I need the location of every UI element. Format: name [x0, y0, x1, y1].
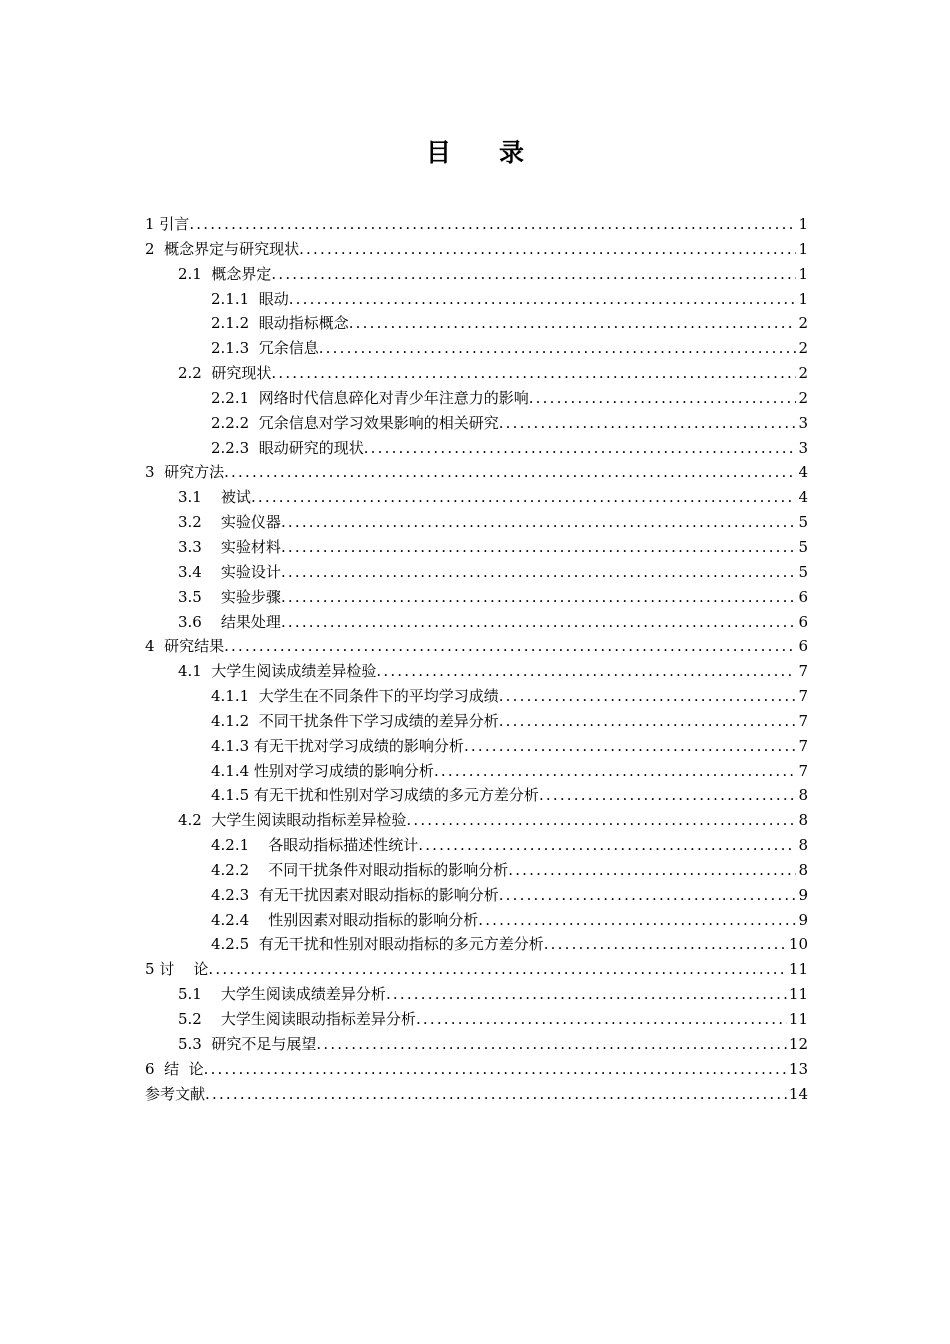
toc-dot-leader: [208, 957, 787, 982]
toc-entry-label: 2.1.1 眼动: [211, 289, 289, 308]
toc-entry-label: 2.2.3 眼动研究的现状: [211, 438, 364, 457]
toc-entry[interactable]: [145, 460, 808, 485]
toc-entry[interactable]: [145, 510, 808, 535]
toc-entry-label: 3.2 实验仪器: [178, 513, 281, 532]
toc-entry[interactable]: [145, 932, 808, 957]
toc-entry[interactable]: [145, 1007, 808, 1032]
toc-page-number: 9: [798, 910, 808, 929]
toc-entry[interactable]: [145, 684, 808, 709]
toc-entry[interactable]: [145, 659, 808, 684]
toc-entry[interactable]: [145, 535, 808, 560]
toc-entry-label: 3.1 被试: [178, 488, 251, 507]
toc-page-number: 2: [798, 388, 808, 407]
toc-dot-leader: [299, 237, 796, 262]
toc-dot-leader: [281, 535, 797, 560]
toc-entry[interactable]: [145, 783, 808, 808]
toc-entry[interactable]: [145, 634, 808, 659]
toc-entry[interactable]: [145, 759, 808, 784]
toc-entry-label: 4.1.2 不同干扰条件下学习成绩的差异分析: [211, 711, 499, 730]
toc-page-number: 2: [798, 339, 808, 358]
toc-entry-label: 5.1 大学生阅读成绩差异分析: [178, 985, 386, 1004]
toc-entry-label: 2.1.2 眼动指标概念: [211, 314, 349, 333]
toc-entry[interactable]: [145, 982, 808, 1007]
toc-entry-label: 4.1.5 有无干扰和性别对学习成绩的多元方差分析: [211, 786, 539, 805]
toc-entry[interactable]: [145, 585, 808, 610]
toc-entry[interactable]: [145, 833, 808, 858]
toc-page-number: 1: [798, 239, 808, 258]
toc-entry-label: 2.1 概念界定: [178, 264, 272, 283]
toc-dot-leader: [189, 212, 796, 237]
toc-entry-label: 5.3 研究不足与展望: [178, 1034, 317, 1053]
toc-page-number: 5: [798, 513, 808, 532]
toc-entry[interactable]: [145, 237, 808, 262]
toc-page-number: 11: [788, 960, 808, 979]
toc-page-number: 13: [788, 1059, 808, 1078]
toc-dot-leader: [281, 585, 797, 610]
toc-page-number: 7: [798, 711, 808, 730]
toc-entry-label: 5.2 大学生阅读眼动指标差异分析: [178, 1010, 416, 1028]
toc-dot-leader: [271, 262, 796, 287]
toc-page-number: 10: [788, 935, 808, 954]
toc-page-number: 1: [798, 264, 808, 283]
toc-entry-label: 3.6 结果处理: [178, 612, 281, 631]
toc-dot-leader: [281, 560, 797, 585]
toc-entry-label: 6 结 论: [145, 1059, 204, 1078]
toc-page-number: 7: [798, 761, 808, 780]
toc-page-number: 6: [798, 637, 808, 656]
toc-dot-leader: [499, 411, 797, 436]
toc-page-number: 5: [798, 537, 808, 556]
toc-entry[interactable]: [145, 361, 808, 386]
toc-entry[interactable]: [145, 436, 808, 461]
toc-entry[interactable]: [145, 858, 808, 883]
toc-dot-leader: [418, 833, 796, 858]
toc-entry-label: 2.2 研究现状: [178, 364, 272, 383]
table-of-contents: [145, 212, 808, 1106]
toc-page-number: 8: [798, 860, 808, 879]
toc-dot-leader: [316, 1032, 787, 1057]
toc-dot-leader: [544, 932, 787, 957]
toc-entry[interactable]: [145, 311, 808, 336]
toc-entry-label: 4.2.5 有无干扰和性别对眼动指标的多元方差分析: [211, 935, 544, 954]
toc-entry-label: 4.1.3 有无干扰对学习成绩的影响分析: [211, 736, 464, 755]
toc-entry[interactable]: [145, 485, 808, 510]
toc-entry[interactable]: [145, 212, 808, 237]
toc-page-number: 11: [788, 985, 808, 1004]
toc-entry-label: 2.2.2 冗余信息对学习效果影响的相关研究: [211, 413, 499, 432]
toc-entry[interactable]: [145, 386, 808, 411]
toc-dot-leader: [499, 684, 797, 709]
toc-entry-label: 4.2.2 不同干扰条件对眼动指标的影响分析: [211, 860, 509, 879]
toc-entry[interactable]: [145, 262, 808, 287]
toc-entry[interactable]: [145, 287, 808, 312]
toc-entry-label: 参考文献: [145, 1084, 206, 1103]
toc-dot-leader: [224, 634, 796, 659]
toc-page-number: 1: [798, 215, 808, 233]
toc-entry-label: 5 讨 论: [145, 960, 209, 979]
toc-page-number: 7: [798, 687, 808, 706]
toc-dot-leader: [434, 759, 797, 784]
toc-entry-label: 4.2.1 各眼动指标描述性统计: [211, 836, 419, 855]
toc-dot-leader: [319, 336, 797, 361]
toc-dot-leader: [224, 460, 796, 485]
toc-dot-leader: [204, 1057, 787, 1082]
toc-entry[interactable]: [145, 1032, 808, 1057]
toc-entry[interactable]: [145, 560, 808, 585]
toc-dot-leader: [281, 610, 797, 635]
toc-entry[interactable]: [145, 908, 808, 933]
toc-dot-leader: [281, 510, 797, 535]
toc-dot-leader: [406, 808, 796, 833]
toc-entry-label: 4.2 大学生阅读眼动指标差异检验: [178, 811, 407, 830]
toc-entry[interactable]: [145, 709, 808, 734]
toc-entry-label: 4.2.4 性别因素对眼动指标的影响分析: [211, 910, 479, 929]
toc-dot-leader: [289, 287, 797, 312]
toc-entry-label: 1 引言: [145, 215, 190, 233]
toc-page-number: 8: [798, 786, 808, 805]
toc-entry-label: 3.5 实验步骤: [178, 587, 281, 606]
toc-entry-label: 2.2.1 网络时代信息碎化对青少年注意力的影响: [211, 388, 529, 407]
toc-page-number: 6: [798, 612, 808, 631]
toc-dot-leader: [508, 858, 796, 883]
toc-entry[interactable]: [145, 1057, 808, 1082]
toc-entry[interactable]: [145, 957, 808, 982]
toc-dot-leader: [251, 485, 797, 510]
toc-entry-label: 4.1.4 性别对学习成绩的影响分析: [211, 761, 434, 780]
page-title: 目录: [425, 138, 572, 167]
toc-page-number: 9: [798, 885, 808, 904]
toc-page-number: 4: [798, 463, 808, 482]
toc-page-number: 3: [798, 438, 808, 457]
toc-page-number: 7: [798, 662, 808, 681]
toc-dot-leader: [416, 1007, 787, 1032]
toc-dot-leader: [464, 734, 797, 759]
toc-dot-leader: [349, 311, 797, 336]
toc-dot-leader: [499, 709, 797, 734]
toc-page-number: 1: [798, 289, 808, 308]
toc-page-number: 14: [788, 1084, 808, 1103]
toc-entry-label: 3 研究方法: [145, 463, 225, 482]
toc-dot-leader: [271, 361, 796, 386]
toc-page-number: 12: [788, 1034, 808, 1053]
toc-entry[interactable]: [145, 336, 808, 361]
toc-page-number: 8: [798, 811, 808, 830]
toc-entry-label: 4 研究结果: [145, 637, 225, 656]
toc-dot-leader: [529, 386, 797, 411]
toc-page-number: 5: [798, 562, 808, 581]
toc-entry-label: 2 概念界定与研究现状: [145, 239, 300, 258]
toc-page-number: 6: [798, 587, 808, 606]
toc-entry[interactable]: [145, 883, 808, 908]
toc-entry[interactable]: [145, 734, 808, 759]
toc-dot-leader: [478, 908, 796, 933]
toc-entry-label: 3.4 实验设计: [178, 562, 281, 581]
toc-entry[interactable]: [145, 411, 808, 436]
toc-entry[interactable]: [145, 1082, 808, 1107]
toc-dot-leader: [376, 659, 796, 684]
toc-entry-label: 4.1 大学生阅读成绩差异检验: [178, 662, 377, 681]
toc-dot-leader: [499, 883, 797, 908]
toc-entry-label: 4.1.1 大学生在不同条件下的平均学习成绩: [211, 687, 499, 706]
toc-page-number: 3: [798, 413, 808, 432]
toc-dot-leader: [539, 783, 797, 808]
toc-page-number: 2: [798, 314, 808, 333]
toc-entry-label: 4.2.3 有无干扰因素对眼动指标的影响分析: [211, 885, 499, 904]
toc-entry-label: 2.1.3 冗余信息: [211, 339, 319, 358]
toc-page-number: 4: [798, 488, 808, 507]
toc-dot-leader: [364, 436, 797, 461]
toc-entry[interactable]: [145, 808, 808, 833]
toc-page-number: 7: [798, 736, 808, 755]
toc-dot-leader: [386, 982, 787, 1007]
toc-page-number: 11: [788, 1010, 808, 1028]
toc-dot-leader: [205, 1082, 787, 1107]
toc-entry-label: 3.3 实验材料: [178, 537, 281, 556]
toc-entry[interactable]: [145, 610, 808, 635]
toc-page-number: 2: [798, 364, 808, 383]
toc-page-number: 8: [798, 836, 808, 855]
